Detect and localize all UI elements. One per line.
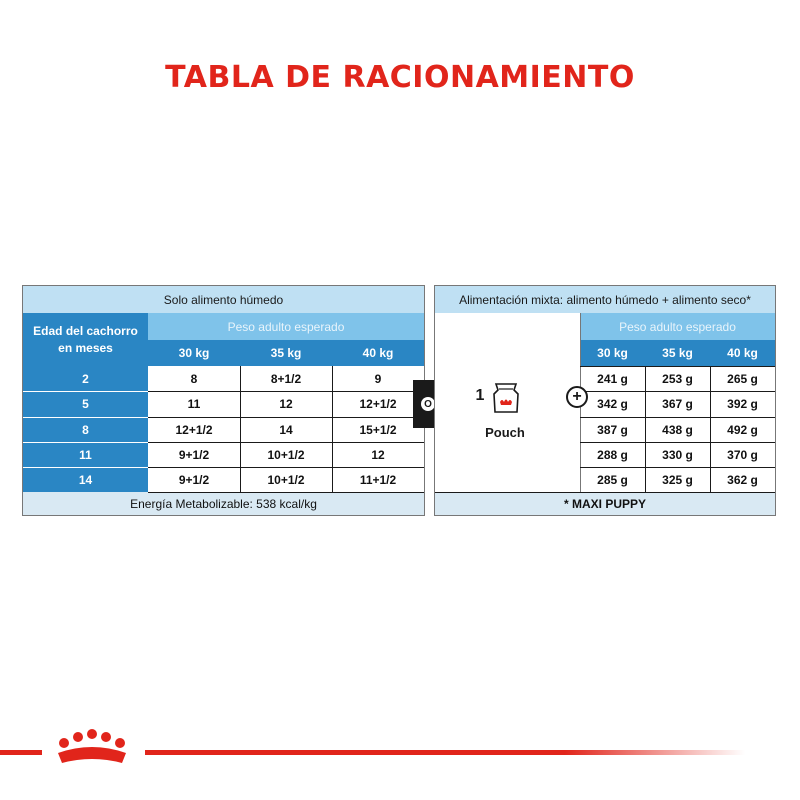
plus-icon: + (566, 386, 588, 408)
table-cell: 241 g (580, 366, 645, 391)
table-cell: 438 g (645, 417, 710, 442)
table-cell: 387 g (580, 417, 645, 442)
age-cell: 11 (23, 442, 148, 467)
right-col-30kg: 30 kg (580, 340, 645, 366)
pouch-icon (490, 380, 522, 414)
table-cell: 15+1/2 (332, 417, 424, 442)
table-cell: 10+1/2 (240, 442, 332, 467)
left-col-30kg: 30 kg (148, 340, 240, 366)
left-col-35kg: 35 kg (240, 340, 332, 366)
left-weight-header: Peso adulto esperado (148, 313, 424, 340)
table-cell: 11+1/2 (332, 467, 424, 492)
table-cell: 367 g (645, 391, 710, 417)
table-cell: 9+1/2 (148, 442, 240, 467)
pouch-label: Pouch (485, 424, 525, 440)
table-cell: 8 (148, 366, 240, 391)
right-col-40kg: 40 kg (710, 340, 775, 366)
table-cell: 325 g (645, 467, 710, 492)
table-cell: 9 (332, 366, 424, 391)
table-cell: 370 g (710, 442, 775, 467)
maxi-puppy-footer: * MAXI PUPPY (435, 492, 775, 515)
right-weight-header: Peso adulto esperado (580, 313, 775, 340)
table-cell: 362 g (710, 467, 775, 492)
right-col-35kg: 35 kg (645, 340, 710, 366)
age-cell: 14 (23, 467, 148, 492)
table-cell: 12+1/2 (332, 391, 424, 417)
mixed-feeding-table (434, 285, 776, 516)
age-cell: 8 (23, 417, 148, 442)
table-cell: 285 g (580, 467, 645, 492)
table-cell: 492 g (710, 417, 775, 442)
mixed-feeding-title: Alimentación mixta: alimento húmedo + alimento seco* (435, 286, 775, 313)
table-cell: 10+1/2 (240, 467, 332, 492)
age-header: Edad del cachorro en meses (23, 313, 148, 366)
wet-food-title: Solo alimento húmedo (23, 286, 424, 313)
table-cell: 12+1/2 (148, 417, 240, 442)
table-cell: 12 (332, 442, 424, 467)
bottom-divider (145, 750, 745, 755)
table-cell: 12 (240, 391, 332, 417)
wet-food-table (22, 285, 425, 516)
pouch-count: 1 (475, 387, 485, 404)
energy-footer: Energía Metabolizable: 538 kcal/kg (23, 492, 424, 515)
table-cell: 14 (240, 417, 332, 442)
or-label: O (424, 398, 432, 410)
page-title: TABLA DE RACIONAMIENTO (165, 60, 635, 95)
table-cell: 342 g (580, 391, 645, 417)
table-cell: 265 g (710, 366, 775, 391)
left-col-40kg: 40 kg (332, 340, 424, 366)
age-cell: 5 (23, 391, 148, 417)
bottom-divider-left (0, 750, 45, 755)
royal-crown-logo (42, 727, 142, 775)
table-cell: 8+1/2 (240, 366, 332, 391)
table-cell: 330 g (645, 442, 710, 467)
age-cell: 2 (23, 366, 148, 391)
table-cell: 253 g (645, 366, 710, 391)
table-cell: 392 g (710, 391, 775, 417)
table-cell: 11 (148, 391, 240, 417)
table-cell: 9+1/2 (148, 467, 240, 492)
table-cell: 288 g (580, 442, 645, 467)
